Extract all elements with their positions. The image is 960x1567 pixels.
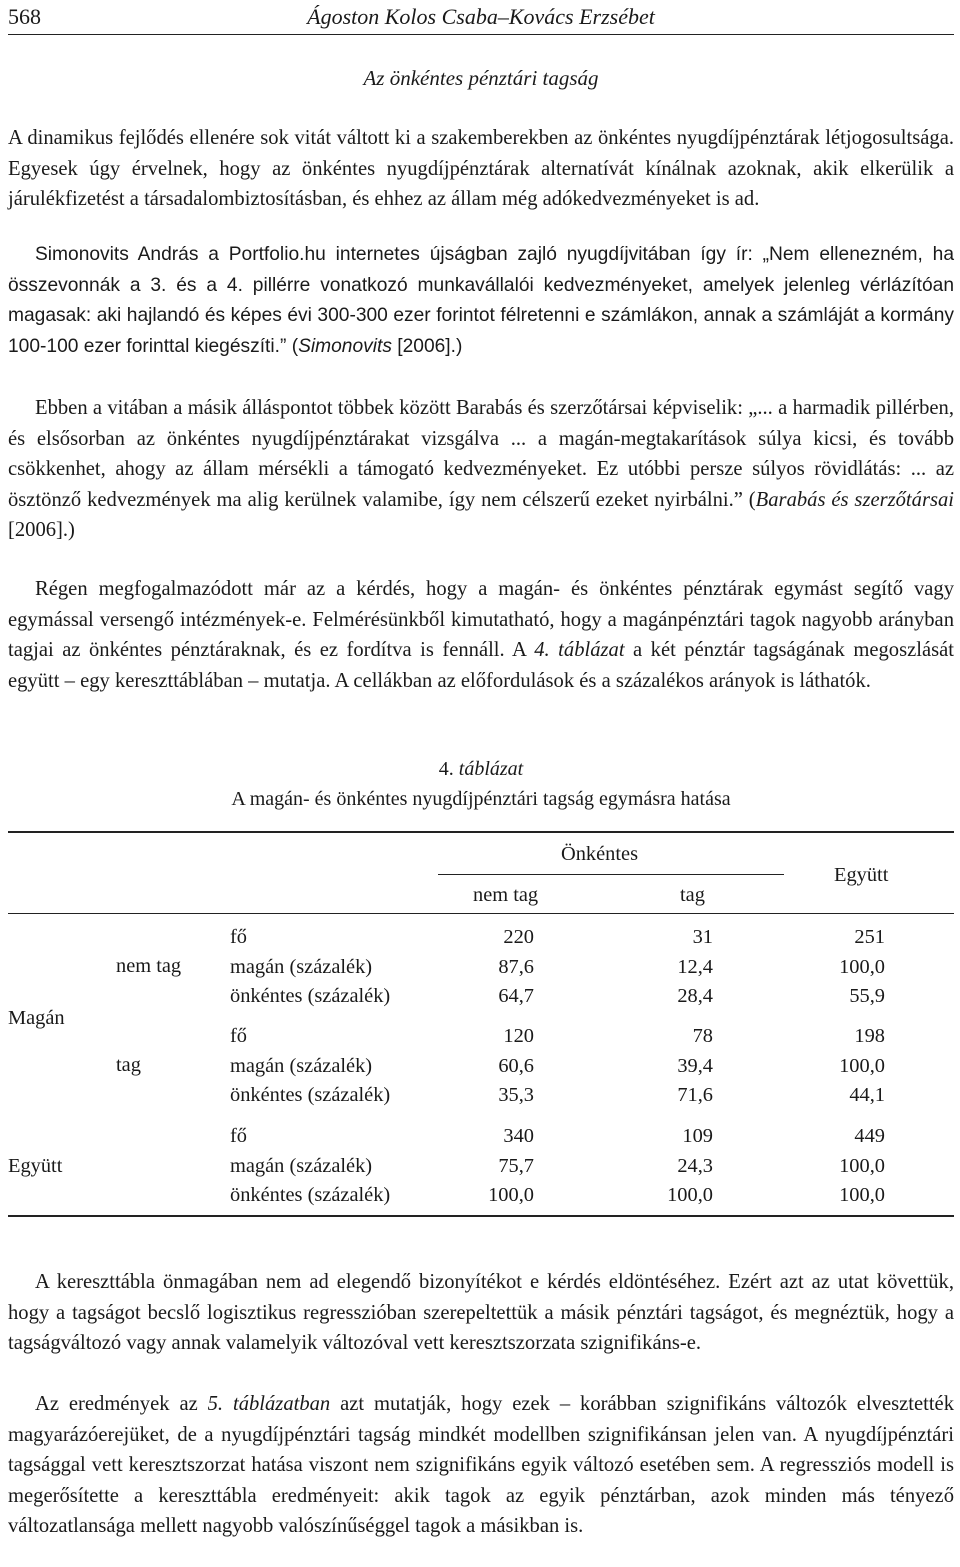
table-top-rule bbox=[8, 831, 954, 833]
row-subgroup-nemtag: nem tag bbox=[116, 955, 182, 977]
cell-total: 100,0 bbox=[839, 1054, 885, 1077]
paragraph-text: Simonovits András a Portfolio.hu internetes újságban zajló nyugdíjvitában így ír: „Nem ellenezném, ha összevonnák a 3. és a 4. pillérre vonatkozó munkavállalói kedvezményeket, amelyek jelenleg vérlázítóan magasak: aki hajlandó és képes évi 300-300 ezer forintot félretenni e számlákon, annak a számláját a kormány 100-100 ezer forinttal kiegészíti.” ( bbox=[8, 244, 954, 357]
cell-total: 251 bbox=[854, 926, 885, 948]
paragraph-text: azt mutatják, hogy ezek – korábban szignifikáns változók elvesztették magyarázóerejüket, de a nyugdíjpénztári tagság mindkét modellben szignifikánsan jelen van. A nyugdíjpénztári tagsággal vett keresztszorzat hatása viszont nem szignifikáns egyik változó esetében sem. A regressziós modell is megerősítette a kereszttábla eredményeit: akik tagok az egyik pénztárban, azok minden más tényező változatlansága mellett nagyobb valószínűséggel tagok a másikban is. bbox=[8, 1393, 954, 1538]
paragraph-results bbox=[8, 1389, 954, 1542]
cell-tag: 28,4 bbox=[677, 985, 713, 1007]
cell-nemtag: 60,6 bbox=[498, 1054, 534, 1077]
cell-tag: 31 bbox=[692, 926, 713, 948]
row-label: magán (százalék) bbox=[230, 955, 373, 978]
row-group-egyutt: Együtt bbox=[8, 1155, 63, 1177]
citation: Barabás és szerzőtársai bbox=[755, 488, 954, 511]
page-number: 568 bbox=[8, 4, 41, 29]
cell-tag: 71,6 bbox=[677, 1084, 713, 1106]
cell-nemtag: 100,0 bbox=[488, 1184, 534, 1206]
table-reference: 4. táblázat bbox=[534, 639, 625, 662]
cell-tag: 100,0 bbox=[667, 1184, 713, 1206]
citation-year: [2006].) bbox=[391, 335, 463, 357]
row-label: fő bbox=[230, 1025, 247, 1047]
paragraph-text: Régen megfogalmazódott már az a kérdés, hogy a magán- és önkéntes pénztárak egymást segítő vagy egymással versengő intézmények-e. Felmérésünkből kimutatható, hogy a magánpénztári tagok nagyobb arányban tagjai az önkéntes pénztáraknak, és ez fordítva is fennáll. A bbox=[8, 578, 954, 662]
cell-total: 55,9 bbox=[849, 985, 885, 1007]
table-title: A magán- és önkéntes nyugdíjpénztári tagság egymásra hatása bbox=[231, 788, 731, 810]
row-label: fő bbox=[230, 926, 247, 948]
cell-tag: 109 bbox=[682, 1125, 713, 1147]
col-header-total: Együtt bbox=[834, 864, 889, 886]
cell-tag: 12,4 bbox=[677, 955, 713, 978]
section-title: Az önkéntes pénztári tagság bbox=[363, 66, 599, 90]
row-label: fő bbox=[230, 1125, 247, 1147]
row-label: magán (százalék) bbox=[230, 1054, 373, 1077]
table-bottom-rule bbox=[8, 1215, 954, 1217]
page-header bbox=[8, 0, 954, 35]
row-label: önkéntes (százalék) bbox=[230, 1084, 391, 1106]
table-number: 4. táblázat bbox=[438, 758, 524, 780]
paragraph-question bbox=[8, 574, 954, 696]
row-subgroup-tag: tag bbox=[116, 1054, 141, 1076]
cell-nemtag: 120 bbox=[503, 1025, 534, 1047]
paragraph-text: Az eredmények az bbox=[35, 1393, 208, 1415]
paragraph-intro: A dinamikus fejlődés ellenére sok vitát váltott ki a szakemberekben az önkéntes nyugdíjpénztárak létjogosultsága. Egyesek úgy érvelnek, hogy az önkéntes nyugdíjpénztárak alternatívát kínálnak azoknak, akik elkerülik a járulékfizetést a társadalombiztosításban, és ehhez az állam még adókedvezményeket is ad. bbox=[8, 127, 954, 211]
cell-total: 198 bbox=[854, 1025, 885, 1047]
row-label: önkéntes (százalék) bbox=[230, 1184, 391, 1206]
row-label: magán (százalék) bbox=[230, 1154, 373, 1177]
cell-total: 100,0 bbox=[839, 1154, 885, 1177]
cell-nemtag: 220 bbox=[503, 926, 534, 948]
cell-nemtag: 87,6 bbox=[498, 955, 534, 978]
cell-total: 100,0 bbox=[839, 955, 885, 978]
cell-total: 100,0 bbox=[839, 1184, 885, 1206]
citation: Simonovits bbox=[298, 335, 392, 357]
cell-tag: 39,4 bbox=[677, 1054, 713, 1077]
cell-nemtag: 64,7 bbox=[498, 985, 534, 1007]
header-bottom-rule bbox=[8, 913, 954, 914]
paragraph-text: Ebben a vitában a másik álláspontot többek között Barabás és szerzőtársai képviselik: „... a harmadik pillérben, és elsősorban az önkéntes nyugdíjpénztárakat vizsgálva ... a magán-megtakarítások súlya kicsi, és tovább csökkenhet, ahogy az állam mérsékli a támogató kedvezményeket. Ez utóbbi persze súlyos rövidlátás: ... az ösztönző kedvezmények ma alig kerülnek valamibe, így nem célszerű ezeket nyirbálni.” ( bbox=[8, 397, 954, 511]
row-group-magan: Magán bbox=[8, 1007, 65, 1029]
cell-tag: 78 bbox=[692, 1025, 713, 1047]
col-header-tag: tag bbox=[680, 884, 705, 906]
cell-nemtag: 35,3 bbox=[498, 1084, 534, 1106]
citation-year: [2006].) bbox=[8, 519, 75, 542]
running-title: Ágoston Kolos Csaba–Kovács Erzsébet bbox=[307, 4, 655, 29]
col-group-header: Önkéntes bbox=[561, 843, 639, 865]
paragraph-simonovits bbox=[8, 240, 954, 362]
cell-tag: 24,3 bbox=[677, 1154, 713, 1177]
paragraph-regression: A kereszttábla önmagában nem ad elegendő bizonyítékot e kérdés eldöntéséhez. Ezért azt az utat követtük, hogy a tagságot becslő logisztikus regresszióban szerepeltettük a másik pénztári tagságot, és megnéztük, hogy a tagságváltozó vagy annak valamelyik változóval vett keresztszorzata szignifikáns-e. bbox=[8, 1271, 954, 1355]
paragraph-barabas bbox=[8, 393, 954, 546]
cell-nemtag: 75,7 bbox=[498, 1154, 534, 1177]
cell-total: 449 bbox=[854, 1125, 885, 1147]
col-group-rule bbox=[438, 874, 784, 875]
cell-nemtag: 340 bbox=[503, 1125, 534, 1147]
row-label: önkéntes (százalék) bbox=[230, 985, 391, 1007]
table-reference: 5. táblázatban bbox=[207, 1393, 331, 1415]
col-header-nemtag: nem tag bbox=[473, 884, 539, 906]
cell-total: 44,1 bbox=[849, 1084, 885, 1106]
paragraph-text: a két pénztár tagságának megoszlását együtt – egy kereszttáblában – mutatja. A cellákban az előfordulások és a százalékos arányok is láthatók. bbox=[8, 639, 954, 692]
